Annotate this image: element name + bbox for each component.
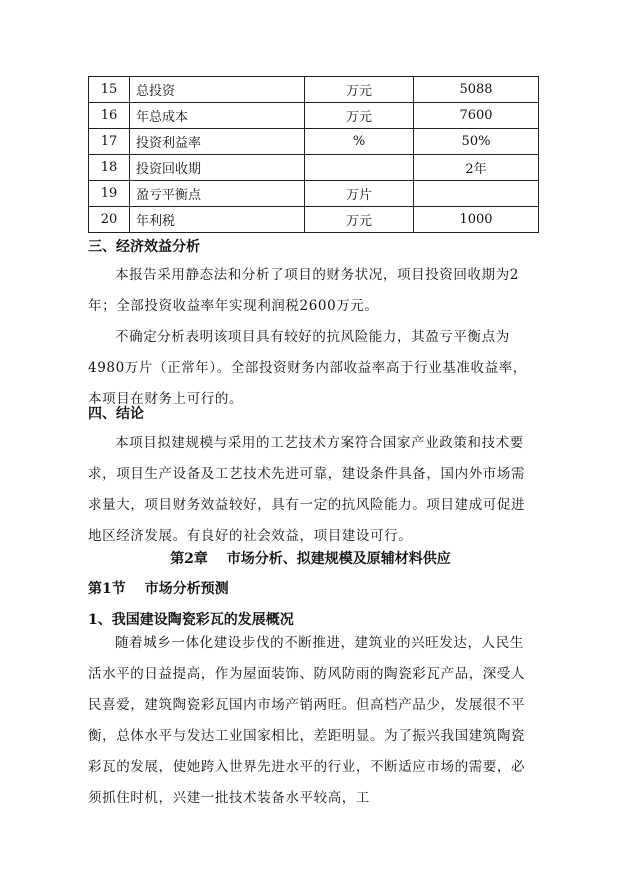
row-value: 2年 [414,155,539,181]
row-value [414,181,539,207]
table-row [89,181,539,207]
row-number: 19 [89,181,130,207]
row-item: 投资回收期 [130,155,305,181]
table-row [89,103,539,129]
economic-paragraph-1: 本报告采用静态法和分析了项目的财务状况，项目投资回收期为2年；全部投资收益率年实现利润税2600万元。 [88,267,519,314]
row-item: 年利税 [130,207,305,233]
row-value: 50% [414,129,539,155]
row-unit: % [305,129,414,155]
table-row [89,207,539,233]
financial-indicators-table [88,76,539,233]
subsection-title: 1、我国建设陶瓷彩瓦的发展概况 [88,612,294,628]
row-item: 投资利益率 [130,129,305,155]
row-number: 20 [89,207,130,233]
row-unit: 万片 [305,181,414,207]
row-number: 16 [89,103,130,129]
section-title: 第1节 市场分析预测 [88,581,229,597]
row-item: 盈亏平衡点 [130,181,305,207]
row-value: 7600 [414,103,539,129]
row-item: 总投资 [130,77,305,103]
row-number: 15 [89,77,130,103]
chapter-title: 第2章 市场分析、拟建规模及原辅材料供应 [170,551,451,567]
row-unit: 万元 [305,77,414,103]
table-row [89,129,539,155]
row-unit [305,155,414,181]
row-item: 年总成本 [130,103,305,129]
row-unit: 万元 [305,103,414,129]
table-row [89,155,539,181]
row-value: 5088 [414,77,539,103]
conclusion-heading: 四、结论 [88,406,144,422]
economic-paragraph-2: 不确定分析表明该项目具有较好的抗风险能力，其盈亏平衡点为4980万片（正常年）。全部投资财务内部收益率高于行业基准收益率，本项目在财务上可行的。 [88,329,527,407]
row-number: 17 [89,129,130,155]
conclusion-paragraph: 本项目拟建规模与采用的工艺技术方案符合国家产业政策和技术要求，项目生产设备及工艺技术先进可靠，建设条件具备，国内外市场需求量大，项目财务效益较好，具有一定的抗风险能力。项目建成可促进地区经济发展。有良好的社会效益，项目建设可行。 [88,435,526,544]
economic-analysis-heading: 三、经济效益分析 [88,239,200,255]
row-unit: 万元 [305,207,414,233]
market-paragraph: 随着城乡一体化建设步伐的不断推进，建筑业的兴旺发达，人民生活水平的日益提高，作为屋面装饰、防风防雨的陶瓷彩瓦产品，深受人民喜爱，建筑陶瓷彩瓦国内市场产销两旺。但高档产品少，发展很不平衡，总体水平与发达工业国家相比，差距明显。为了振兴我国建筑陶瓷彩瓦的发展，使她跨入世界先进水平的行业，不断适应市场的需要，必须抓住时机，兴建一批技术装备水平较高，工 [88,635,526,806]
table-row [89,77,539,103]
row-value: 1000 [414,207,539,233]
row-number: 18 [89,155,130,181]
